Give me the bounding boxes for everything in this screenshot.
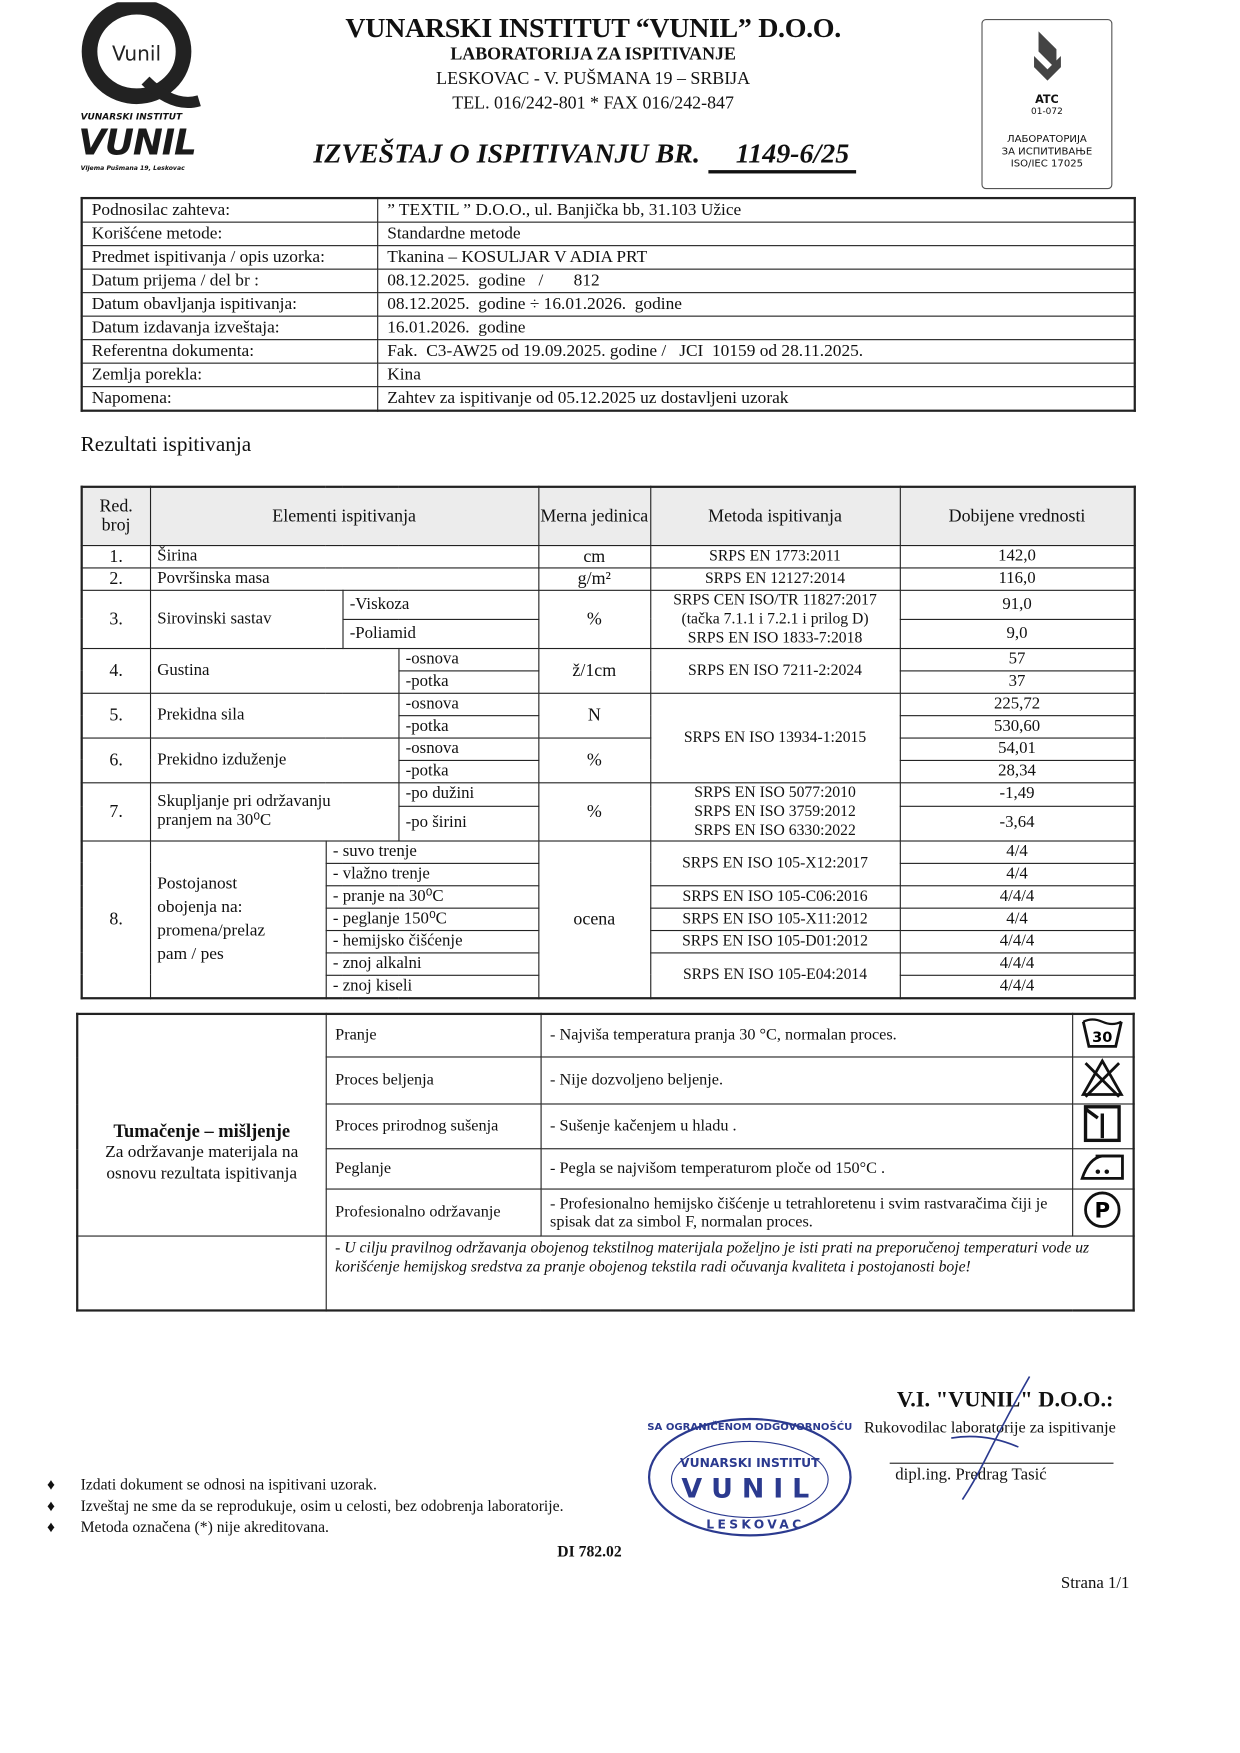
atc-logo-icon xyxy=(1025,29,1070,85)
info-row xyxy=(82,222,1135,246)
bullet-icon: ♦ xyxy=(47,1498,56,1516)
care-text: - Profesionalno hemijsko čišćenje u tetrahloretenu i svim rastvaračima čiji je spisak dat za simbol F, normalan proces. xyxy=(541,1189,1073,1236)
info-value: 08.12.2025. godine / 812 xyxy=(378,269,1135,293)
sub-element: - peglanje 150⁰C xyxy=(326,908,539,930)
value: 4/4 xyxy=(900,863,1135,885)
accreditation-badge xyxy=(981,19,1112,189)
footer-note xyxy=(47,1517,563,1538)
value: 116,0 xyxy=(900,567,1135,589)
lab-name: LABORATORIJA ZA ISPITIVANJE xyxy=(450,44,736,64)
method: SRPS EN ISO 105-C06:2016 xyxy=(650,885,900,907)
col-header-value: Dobijene vrednosti xyxy=(900,487,1135,545)
table-row xyxy=(82,590,1135,619)
method: SRPS EN ISO 105-D01:2012 xyxy=(650,930,900,952)
value: 54,01 xyxy=(900,737,1135,759)
sub-element: -osnova xyxy=(398,693,538,715)
info-label: Korišćene metode: xyxy=(82,222,378,246)
method: SRPS EN 1773:2011 xyxy=(650,545,900,567)
value: 225,72 xyxy=(900,693,1135,715)
sub-element: -Poliamid xyxy=(342,619,538,648)
logo-subtitle: VUNARSKI INSTITUT xyxy=(80,111,183,122)
care-text: - Sušenje kačenjem u hladu . xyxy=(541,1104,1073,1149)
row-number: 6. xyxy=(82,737,150,782)
unit: cm xyxy=(538,545,650,567)
address: LESKOVAC - V. PUŠMANA 19 – SRBIJA xyxy=(436,69,751,89)
unit: % xyxy=(538,782,650,840)
table-row xyxy=(82,782,1135,806)
method: SRPS EN ISO 13934-1:2015 xyxy=(650,693,900,783)
info-row xyxy=(82,269,1135,293)
method: SRPS EN ISO 105-E04:2014 xyxy=(650,952,900,997)
line-dry-shade-icon xyxy=(1080,1105,1125,1143)
sub-element: -po dužini xyxy=(398,782,538,806)
method-line: SRPS EN ISO 5077:2010 xyxy=(694,783,856,801)
table-row xyxy=(82,648,1135,670)
value: 4/4/4 xyxy=(900,952,1135,974)
sub-element: -osnova xyxy=(398,737,538,759)
info-value: 08.12.2025. godine ÷ 16.01.2026. godine xyxy=(378,293,1135,317)
logo-address: Vljema Pušmana 19, Leskovac xyxy=(80,165,185,173)
col-header-method: Metoda ispitivanja xyxy=(650,487,900,545)
sub-element: -potka xyxy=(398,670,538,692)
info-label: Datum izdavanja izveštaja: xyxy=(82,316,378,340)
method xyxy=(650,590,900,648)
unit: ocena xyxy=(538,840,650,997)
signature-role: Rukovodilac laboratorije za ispitivanje xyxy=(863,1419,1116,1437)
sub-element: - suvo trenje xyxy=(326,840,539,862)
footer-notes xyxy=(47,1475,563,1539)
care-icon-cell xyxy=(1072,1057,1134,1104)
info-row xyxy=(82,246,1135,270)
element: Prekidna sila xyxy=(150,693,398,738)
logo-word: VUNIL xyxy=(78,120,196,164)
svg-text:VUNARSKI INSTITUT: VUNARSKI INSTITUT xyxy=(680,1456,820,1471)
iron-two-dots-icon xyxy=(1078,1149,1127,1183)
info-label: Napomena: xyxy=(82,387,378,411)
row-number: 2. xyxy=(82,567,150,589)
info-row xyxy=(82,293,1135,317)
report-title-text: IZVEŠTAJ O ISPITIVANJU BR. xyxy=(313,138,700,169)
value: 142,0 xyxy=(900,545,1135,567)
svg-text:LESKOVAC: LESKOVAC xyxy=(706,1517,805,1532)
bullet-icon: ♦ xyxy=(47,1477,56,1494)
value: 57 xyxy=(900,648,1135,670)
table-row xyxy=(82,737,1135,759)
info-label: Predmet ispitivanja / opis uzorka: xyxy=(82,246,378,270)
report-number: 1149-6/25 xyxy=(709,139,856,174)
element xyxy=(150,782,398,840)
sub-element: - znoj alkalni xyxy=(326,952,539,974)
value: -3,64 xyxy=(900,807,1135,841)
value: 4/4 xyxy=(900,908,1135,930)
care-text: - Najviša temperatura pranja 30 °C, normalan proces. xyxy=(541,1014,1073,1057)
interpretation-cell xyxy=(77,1014,325,1236)
method: SRPS EN ISO 7211-2:2024 xyxy=(650,648,900,693)
sub-element: - hemijsko čišćenje xyxy=(326,930,539,952)
info-label: Zemlja porekla: xyxy=(82,363,378,387)
care-text: - Nije dozvoljeno beljenje. xyxy=(541,1057,1073,1104)
sub-element: - vlažno trenje xyxy=(326,863,539,885)
info-row xyxy=(82,198,1135,222)
info-label: Datum obavljanja ispitivanja: xyxy=(82,293,378,317)
care-note-row xyxy=(77,1236,1133,1310)
vunil-q-logo xyxy=(78,2,201,108)
element-line: obojenja na: xyxy=(157,897,243,917)
row-number: 1. xyxy=(82,545,150,567)
element-line: Skupljanje pri održavanju xyxy=(157,792,331,811)
page-number: Strana 1/1 xyxy=(1060,1574,1130,1593)
sub-element: - pranje na 30⁰C xyxy=(326,885,539,907)
care-label: Profesionalno održavanje xyxy=(326,1189,541,1236)
footer-note xyxy=(47,1475,563,1496)
info-value: Tkanina – KOSULJAR V ADIA PRT xyxy=(378,246,1135,270)
col-header-element: Elementi ispitivanja xyxy=(150,487,538,545)
value: 4/4/4 xyxy=(900,885,1135,907)
note-text: Izdati dokument se odnosi na ispitivani uzorak. xyxy=(80,1477,377,1494)
method: SRPS EN 12127:2014 xyxy=(650,567,900,589)
unit: ž/1cm xyxy=(538,648,650,693)
sub-element: -osnova xyxy=(398,648,538,670)
svg-text:Vunil: Vunil xyxy=(111,41,162,66)
interpretation-text: Za održavanje materijala na osnovu rezultata ispitivanja xyxy=(105,1142,299,1183)
care-label: Peglanje xyxy=(326,1149,541,1189)
info-label: Podnosilac zahteva: xyxy=(82,198,378,222)
report-title xyxy=(313,139,856,174)
care-icon-cell xyxy=(1072,1189,1134,1236)
method xyxy=(650,782,900,840)
info-value: ” TEXTIL ” D.O.O., ul. Banjička bb, 31.103 Užice xyxy=(378,198,1135,222)
method-line: SRPS EN ISO 3759:2012 xyxy=(694,802,856,820)
svg-text:VUNIL: VUNIL xyxy=(681,1473,819,1505)
element-line: pam / pes xyxy=(157,944,224,964)
note-text: Izveštaj ne sme da se reprodukuje, osim u celosti, bez odobrenja laboratorije. xyxy=(80,1498,564,1516)
method-line: SRPS CEN ISO/TR 11827:2017 xyxy=(673,591,877,609)
info-row xyxy=(82,316,1135,340)
info-value: Zahtev za ispitivanje od 05.12.2025 uz dostavljeni uzorak xyxy=(378,387,1135,411)
element: Površinska masa xyxy=(150,567,538,589)
wash-30-icon xyxy=(1080,1015,1125,1051)
element xyxy=(150,840,326,997)
care-label: Proces beljenja xyxy=(326,1057,541,1104)
unit: N xyxy=(538,693,650,738)
method-line: SRPS EN ISO 6330:2022 xyxy=(694,821,856,839)
footer-note xyxy=(47,1496,563,1517)
element-line: Postojanost xyxy=(157,874,238,894)
note-text: Metoda označena (*) nije akreditovana. xyxy=(80,1519,329,1537)
institute-stamp xyxy=(643,1412,861,1541)
method-line: (tačka 7.1.1 i 7.2.1 i prilog D) xyxy=(681,610,869,628)
row-number: 8. xyxy=(82,840,150,997)
care-note: - U cilju pravilnog održavanja obojenog tekstilnog materijala poželjno je isti prati na preporučenoj temperaturi vode uz korišćenje hemijskog sredstva za pranje obojenog tekstila radi očuvanja kvaliteta i postojanosti boje! xyxy=(326,1236,1134,1310)
care-icon-cell xyxy=(1072,1149,1134,1189)
bullet-icon: ♦ xyxy=(47,1519,56,1537)
interpretation-title: Tumačenje – mišljenje xyxy=(113,1120,291,1142)
value: -1,49 xyxy=(900,782,1135,806)
care-icon-cell xyxy=(1072,1014,1134,1057)
element-line: promena/prelaz xyxy=(157,921,266,941)
row-number: 4. xyxy=(82,648,150,693)
atc-name: ATC xyxy=(1035,94,1059,107)
sub-element: -Viskoza xyxy=(342,590,538,619)
info-value: Standardne metode xyxy=(378,222,1135,246)
svg-text:P: P xyxy=(1094,1198,1111,1224)
table-row xyxy=(82,840,1135,862)
value: 9,0 xyxy=(900,619,1135,648)
handwritten-signature xyxy=(940,1371,1041,1505)
care-text: - Pegla se najvišom temperaturom ploče od 150°C . xyxy=(541,1149,1073,1189)
value: 4/4/4 xyxy=(900,930,1135,952)
sub-element: -potka xyxy=(398,760,538,782)
unit: % xyxy=(538,737,650,782)
results-heading: Rezultati ispitivanja xyxy=(80,433,252,457)
value: 4/4 xyxy=(900,840,1135,862)
svg-text:30: 30 xyxy=(1092,1029,1113,1046)
method: SRPS EN ISO 105-X12:2017 xyxy=(650,840,900,885)
sub-element: -po širini xyxy=(398,807,538,841)
document-code: DI 782.02 xyxy=(557,1544,622,1562)
institute-name: VUNARSKI INSTITUT “VUNIL” D.O.O. xyxy=(345,13,841,44)
request-info-table xyxy=(81,197,1136,412)
info-row xyxy=(82,340,1135,364)
value: 4/4/4 xyxy=(900,975,1135,998)
info-value: Fak. C3-AW25 od 19.09.2025. godine / JCI 10159 od 28.11.2025. xyxy=(378,340,1135,364)
info-value: Kina xyxy=(378,363,1135,387)
method: SRPS EN ISO 105-X11:2012 xyxy=(650,908,900,930)
info-value: 16.01.2026. godine xyxy=(378,316,1135,340)
info-label: Referentna dokumenta: xyxy=(82,340,378,364)
signature-org: V.I. "VUNIL" D.O.O.: xyxy=(896,1387,1114,1413)
sub-element: -potka xyxy=(398,715,538,737)
no-bleach-icon xyxy=(1080,1058,1125,1098)
row-number: 3. xyxy=(82,590,150,648)
method-line: SRPS EN ISO 1833-7:2018 xyxy=(687,629,863,647)
info-row xyxy=(82,387,1135,411)
col-header-unit: Merna jedinica xyxy=(538,487,650,545)
info-label: Datum prijema / del br : xyxy=(82,269,378,293)
element: Gustina xyxy=(150,648,398,693)
element: Širina xyxy=(150,545,538,567)
sub-element: - znoj kiseli xyxy=(326,975,539,998)
table-row xyxy=(82,545,1135,567)
results-table xyxy=(81,486,1136,999)
value: 28,34 xyxy=(900,760,1135,782)
row-number: 5. xyxy=(82,693,150,738)
phone-fax: TEL. 016/242-801 * FAX 016/242-847 xyxy=(452,94,734,114)
svg-text:SA OGRANIČENOM ODGOVORNOŠĆU: SA OGRANIČENOM ODGOVORNOŠĆU xyxy=(647,1422,853,1434)
results-header-row xyxy=(82,487,1135,545)
atc-line: ЛАБОРАТОРИЈА xyxy=(1006,134,1087,146)
dry-clean-p-icon xyxy=(1080,1190,1125,1230)
atc-line: ЗА ИСПИТИВАЊЕ xyxy=(1001,146,1093,158)
empty-cell xyxy=(77,1236,325,1310)
element: Prekidno izduženje xyxy=(150,737,398,782)
value: 530,60 xyxy=(900,715,1135,737)
value: 37 xyxy=(900,670,1135,692)
info-row xyxy=(82,363,1135,387)
care-instructions-table xyxy=(76,1013,1135,1311)
col-header-no: Red. broj xyxy=(82,487,150,545)
value: 91,0 xyxy=(900,590,1135,619)
table-row xyxy=(82,567,1135,589)
unit: % xyxy=(538,590,650,648)
atc-line: ISO/IEC 17025 xyxy=(1010,158,1084,171)
unit: g/m² xyxy=(538,567,650,589)
row-number: 7. xyxy=(82,782,150,840)
table-row xyxy=(82,693,1135,715)
care-icon-cell xyxy=(1072,1104,1134,1149)
care-row xyxy=(77,1014,1133,1057)
element: Sirovinski sastav xyxy=(150,590,342,648)
element-line: pranjem na 30⁰C xyxy=(157,811,272,830)
care-label: Pranje xyxy=(326,1014,541,1057)
care-label: Proces prirodnog sušenja xyxy=(326,1104,541,1149)
atc-code: 01-072 xyxy=(1031,106,1063,117)
signature-name: dipl.ing. Predrag Tasić xyxy=(895,1466,1047,1484)
